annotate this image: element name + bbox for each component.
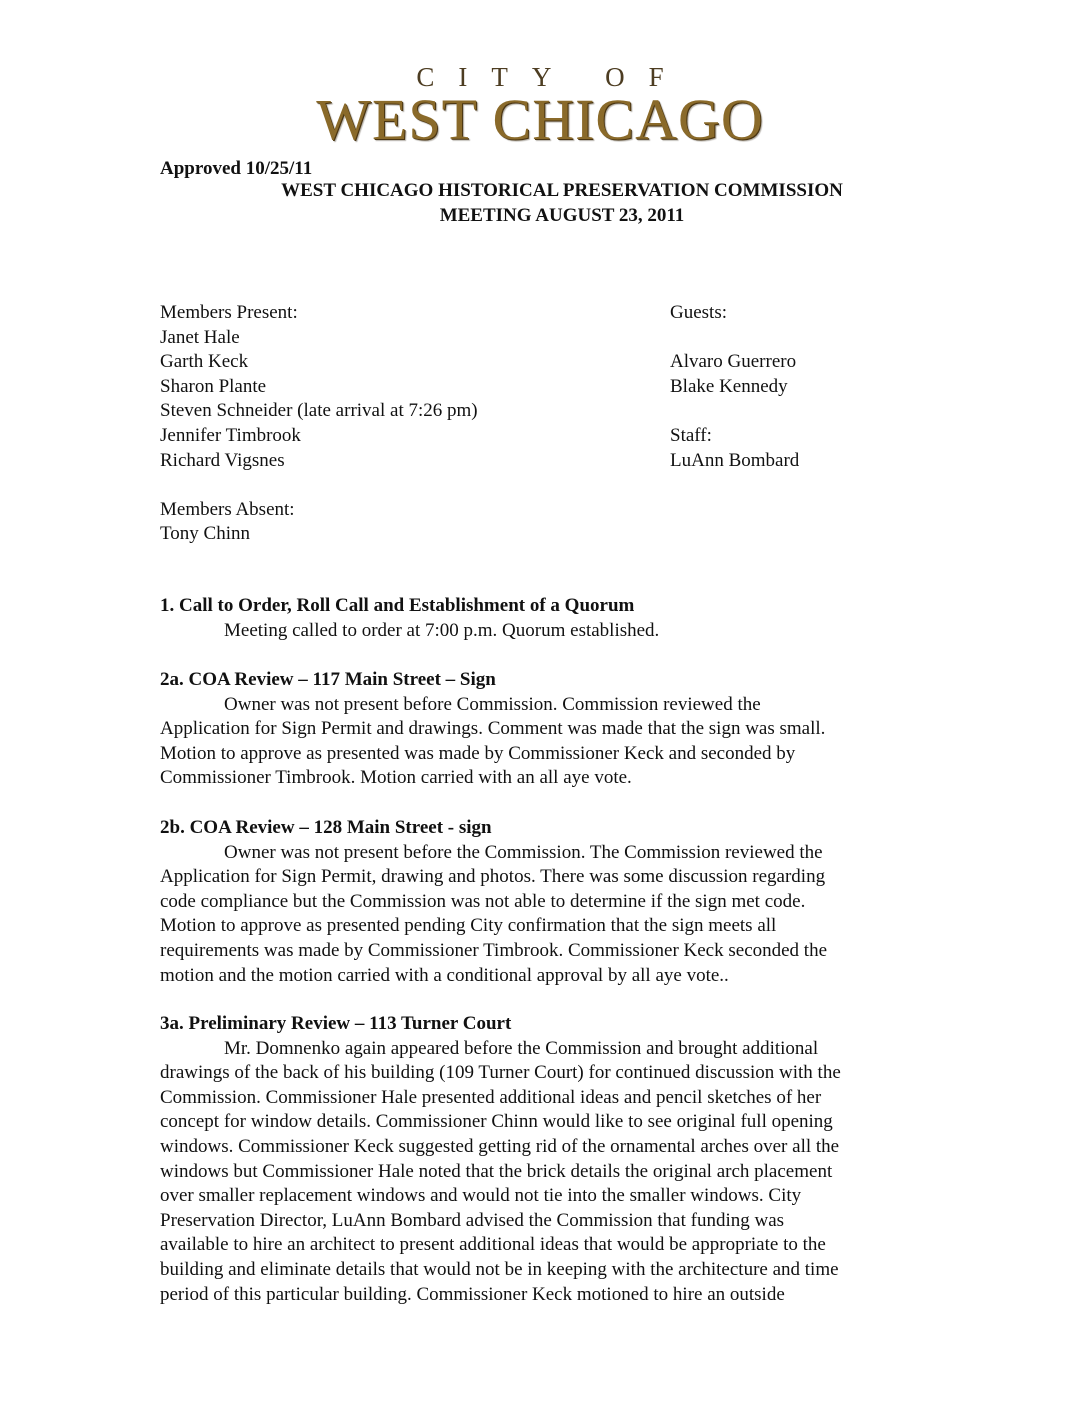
- section-line: Application for Sign Permit, drawing and photos. There was some discussion regarding: [160, 866, 826, 888]
- logo-main-text: WEST CHICAGO: [316, 87, 764, 152]
- section-line: Mr. Domnenko again appeared before the Commission and brought additional: [224, 1037, 819, 1059]
- members-column: [160, 301, 478, 547]
- section-line: Motion to approve as presented was made by Commissioner Keck and seconded by: [160, 742, 796, 764]
- guests-staff-column: [670, 301, 799, 473]
- meeting-date: MEETING AUGUST 23, 2011: [439, 205, 685, 226]
- section-heading: 2a. COA Review – 117 Main Street – Sign: [160, 669, 496, 690]
- section-line: Owner was not present before the Commission. The Commission reviewed the: [224, 841, 823, 863]
- section-coa-117-main: [160, 668, 940, 791]
- section-line: Commission. Commissioner Hale presented additional ideas and pencil sketches of her: [160, 1086, 822, 1108]
- attendance-line: [670, 399, 799, 424]
- section-line: Preservation Director, LuAnn Bombard advised the Commission that funding was: [160, 1209, 785, 1231]
- section-line: Meeting called to order at 7:00 p.m. Quorum established.: [224, 619, 660, 641]
- attendance-line: Members Present:: [160, 302, 298, 323]
- attendance-line: Garth Keck: [160, 351, 249, 373]
- document-title: WEST CHICAGO HISTORICAL PRESERVATION COMMISSION: [281, 180, 843, 201]
- section-call-to-order: [160, 594, 940, 643]
- attendance-line: Tony Chinn: [160, 523, 250, 545]
- section-line: Owner was not present before Commission. Commission reviewed the: [224, 693, 761, 715]
- section-line: motion and the motion carried with a conditional approval by all aye vote..: [160, 964, 729, 986]
- logo-top-text: CITY OF: [416, 62, 688, 92]
- section-line: windows but Commissioner Hale noted that the brick details the original arch placement: [160, 1160, 833, 1182]
- section-line: requirements was made by Commissioner Timbrook. Commissioner Keck seconded the: [160, 939, 828, 961]
- section-preliminary-review: [160, 1012, 940, 1307]
- attendance-line: Members Absent:: [160, 498, 295, 520]
- attendance-line: [670, 326, 799, 351]
- section-line: code compliance but the Commission was not able to determine if the sign met code.: [160, 890, 806, 912]
- attendance-line: Janet Hale: [160, 326, 240, 348]
- city-logo: [300, 62, 780, 152]
- attendance-line: Staff:: [670, 424, 712, 446]
- section-line: building and eliminate details that would not be in keeping with the architecture and time: [160, 1258, 839, 1280]
- section-line: over smaller replacement windows and would not tie into the smaller windows. City: [160, 1185, 802, 1207]
- attendance-line: LuAnn Bombard: [670, 449, 800, 471]
- section-heading: 2b. COA Review – 128 Main Street - sign: [160, 817, 492, 838]
- attendance-line: Alvaro Guerrero: [670, 351, 797, 373]
- approval-date: Approved 10/25/11: [160, 158, 313, 179]
- attendance-line: Blake Kennedy: [670, 375, 788, 397]
- attendance-line: Jennifer Timbrook: [160, 424, 301, 446]
- attendance-line: Guests:: [670, 302, 727, 323]
- section-coa-128-main: [160, 816, 940, 988]
- section-line: Commissioner Timbrook. Motion carried with an all aye vote.: [160, 767, 632, 789]
- section-heading: 1. Call to Order, Roll Call and Establishment of a Quorum: [160, 595, 635, 616]
- attendance-line: Sharon Plante: [160, 375, 267, 397]
- attendance-line: [160, 473, 478, 498]
- section-line: available to hire an architect to present additional ideas that would be appropriate to the: [160, 1234, 826, 1256]
- section-line: drawings of the back of his building (109 Turner Court) for continued discussion with the: [160, 1062, 841, 1084]
- section-line: Motion to approve as presented pending City confirmation that the sign meets all: [160, 915, 777, 937]
- section-line: windows. Commissioner Keck suggested getting rid of the ornamental arches over all the: [160, 1135, 840, 1157]
- attendance-line: Richard Vigsnes: [160, 449, 285, 471]
- section-line: concept for window details. Commissioner Chinn would like to see original full opening: [160, 1111, 833, 1133]
- section-heading: 3a. Preliminary Review – 113 Turner Court: [160, 1013, 512, 1034]
- attendance-line: Steven Schneider (late arrival at 7:26 pm): [160, 400, 478, 422]
- section-line: Application for Sign Permit and drawings. Comment was made that the sign was small.: [160, 718, 826, 740]
- section-line: period of this particular building. Commissioner Keck motioned to hire an outside: [160, 1283, 785, 1305]
